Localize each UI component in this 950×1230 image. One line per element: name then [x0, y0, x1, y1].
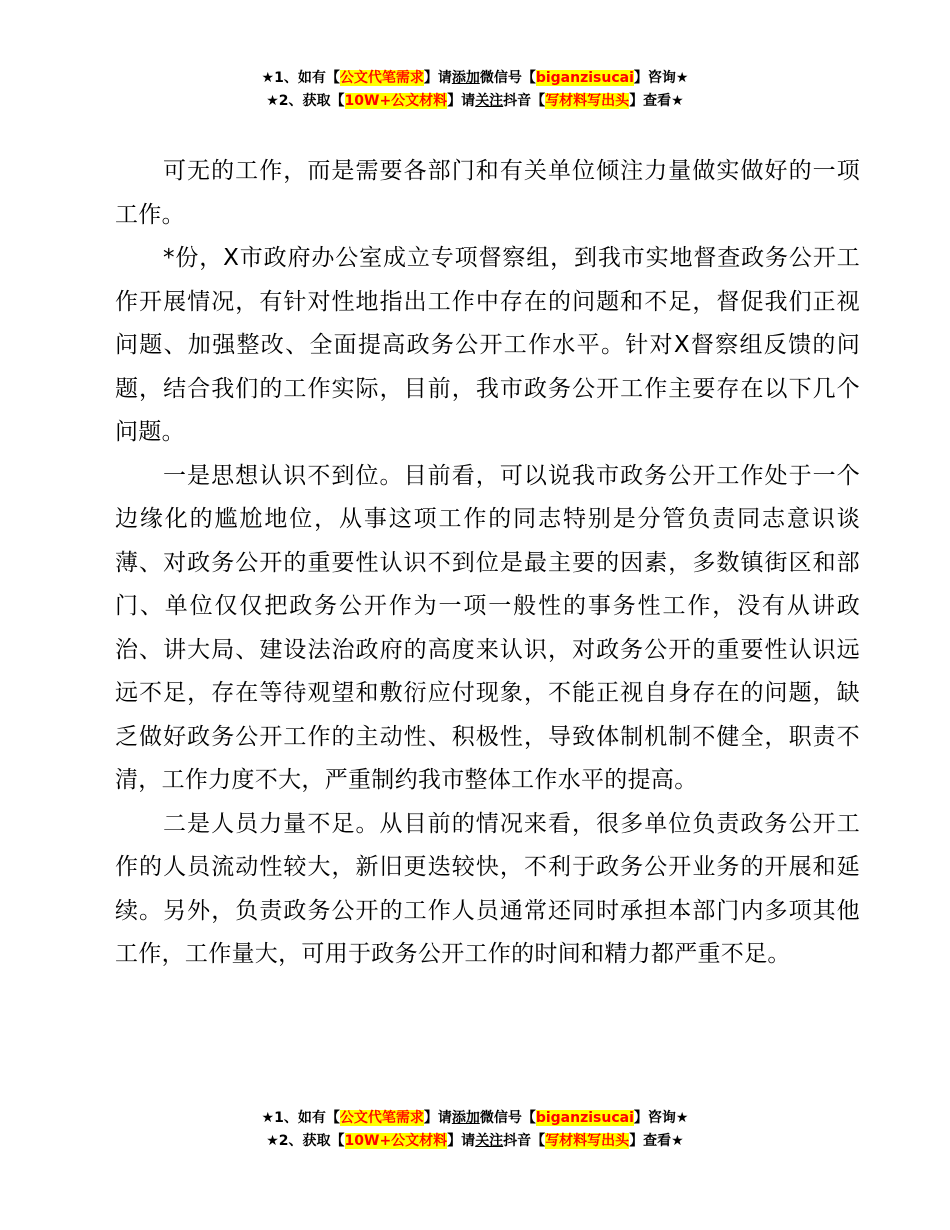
body-paragraph: 一是思想认识不到位。目前看，可以说我市政务公开工作处于一个边缘化的尴尬地位，从事这项工作的同志特别是分管负责同志意识谈薄、对政务公开的重要性认识不到位是最主要的因素，多数镇街区和部门、单位仅仅把政务公开作为一项一般性的事务性工作，没有从讲政治、讲大局、建设法治政府的高度来认识，对政务公开的重要性认识远远不足，存在等待观望和敷衍应付现象，不能正视自身存在的问题，缺乏做好政务公开工作的主动性、积极性，导致体制机制不健全，职责不清，工作力度不大，严重制约我市整体工作水平的提高。	[115, 462, 860, 793]
document-body	[115, 150, 860, 977]
promo-highlight: 10W+公文材料	[344, 1133, 448, 1149]
promo-underlined-text: 关注	[475, 93, 504, 109]
promo-text: 】咨询★	[633, 1110, 689, 1126]
promo-text: 】查看★	[629, 1133, 684, 1149]
promo-text: 微信号【	[479, 1110, 536, 1126]
promo-line-1	[0, 1107, 950, 1130]
wechat-id-highlight: biganzisucai	[535, 1110, 634, 1126]
promo-text: 抖音【	[503, 93, 546, 109]
promo-text: 抖音【	[503, 1133, 546, 1149]
promo-highlight: 10W+公文材料	[344, 93, 448, 109]
header-promo-banner	[0, 67, 950, 113]
douyin-highlight: 写材料写出头	[545, 1133, 630, 1149]
promo-text: ★2、获取【	[266, 93, 345, 109]
promo-text: 】请	[447, 93, 476, 109]
promo-line-2	[0, 90, 950, 113]
promo-text: 】查看★	[629, 93, 684, 109]
promo-highlight: 公文代笔需求	[339, 70, 424, 86]
promo-text: 微信号【	[479, 70, 536, 86]
body-paragraph-continuation: 可无的工作，而是需要各部门和有关单位倾注力量做实做好的一项工作。	[115, 158, 860, 228]
promo-underlined-text: 添加	[451, 70, 480, 86]
body-paragraph: 二是人员力量不足。从目前的情况来看，很多单位负责政务公开工作的人员流动性较大，新旧更迭较快，不利于政务公开业务的开展和延续。另外，负责政务公开的工作人员通常还同时承担本部门内多项其他工作，工作量大，可用于政务公开工作的时间和精力都严重不足。	[115, 810, 860, 967]
body-paragraph: *份，X市政府办公室成立专项督察组，到我市实地督查政务公开工作开展情况，有针对性地指出工作中存在的问题和不足，督促我们正视问题、加强整改、全面提高政务公开工作水平。针对X督察组反馈的问题，结合我们的工作实际，目前，我市政务公开工作主要存在以下几个问题。	[115, 245, 860, 445]
douyin-highlight: 写材料写出头	[545, 93, 630, 109]
promo-line-2	[0, 1130, 950, 1153]
promo-highlight: 公文代笔需求	[339, 1110, 424, 1126]
promo-underlined-text: 关注	[475, 1133, 504, 1149]
promo-underlined-text: 添加	[451, 1110, 480, 1126]
promo-text: ★2、获取【	[266, 1133, 345, 1149]
footer-promo-banner	[0, 1107, 950, 1153]
promo-line-1	[0, 67, 950, 90]
promo-text: ★1、如有【	[261, 1110, 340, 1126]
promo-text: 】请	[423, 1110, 452, 1126]
promo-text: 】请	[423, 70, 452, 86]
promo-text: 】请	[447, 1133, 476, 1149]
promo-text: 】咨询★	[633, 70, 689, 86]
promo-text: ★1、如有【	[261, 70, 340, 86]
wechat-id-highlight: biganzisucai	[535, 70, 634, 86]
